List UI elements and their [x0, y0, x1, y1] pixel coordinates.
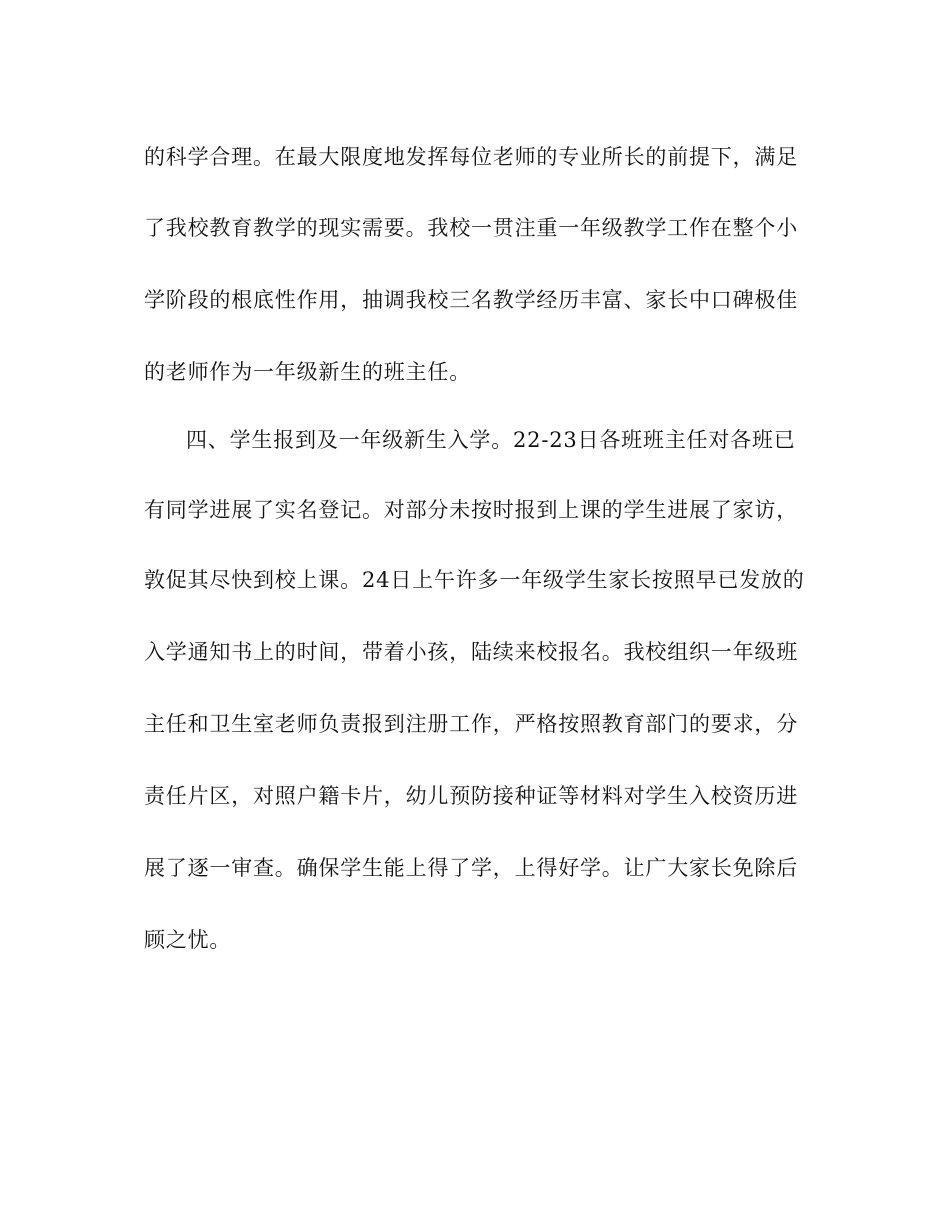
text-line: 入学通知书上的时间，带着小孩，陆续来校报名。我校组织一年级班 — [144, 640, 798, 664]
text-line: 顾之忧。 — [144, 928, 232, 952]
text-line: 展了逐一审查。确保学生能上得了学，上得好学。让广大家长免除后 — [144, 856, 798, 880]
text-line: 主任和卫生室老师负责报到注册工作，严格按照教育部门的要求，分 — [144, 712, 798, 736]
paragraph-first-line: 四、学生报到及一年级新生入学。22-23日各班班主任对各班已 — [186, 428, 796, 452]
text-line: 的科学合理。在最大限度地发挥每位老师的专业所长的前提下，满足 — [144, 145, 798, 169]
text-line: 学阶段的根底性作用，抽调我校三名教学经历丰富、家长中口碑极佳 — [144, 288, 798, 312]
text-line: 了我校教育教学的现实需要。我校一贯注重一年级教学工作在整个小 — [144, 216, 798, 240]
text-line: 敦促其尽快到校上课。24日上午许多一年级学生家长按照早已发放的 — [144, 568, 805, 592]
text-line: 的老师作为一年级新生的班主任。 — [144, 360, 471, 384]
text-line: 责任片区，对照户籍卡片，幼儿预防接种证等材料对学生入校资历进 — [144, 784, 798, 808]
text-line: 有同学进展了实名登记。对部分未按时报到上课的学生进展了家访， — [144, 498, 798, 522]
